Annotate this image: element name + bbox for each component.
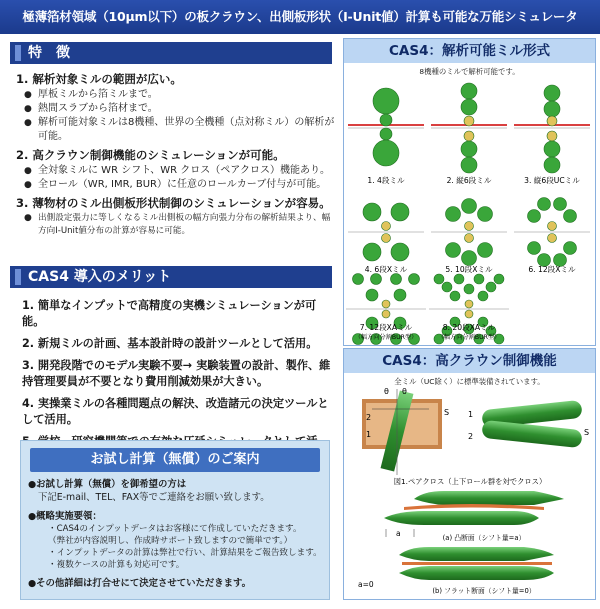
- mill-label: 7. 12段XAミル: [359, 323, 413, 332]
- shift-b-eq: a=0: [358, 580, 374, 589]
- shift-a-caption: (a) 凸断面（シフト量=a）: [442, 534, 526, 542]
- fig1-caption: 図1.ペアクロス（上下ロール群を対でクロス）: [393, 477, 547, 486]
- features-header: 特 徴: [10, 42, 332, 64]
- roll-circle: [391, 203, 409, 221]
- mill-sublabel: （幅方向分割BUR型）: [437, 334, 501, 341]
- roll-circle: [528, 210, 541, 223]
- roll-circle: [465, 300, 473, 308]
- feature-item-title: 1. 解析対象ミルの範囲が広い。: [16, 72, 182, 86]
- label-1-right: 1: [468, 410, 474, 419]
- roll-circle: [434, 274, 444, 284]
- roll-circle: [548, 234, 557, 243]
- trial-line: ・インプットデータの計算は弊社で行い、計算結果をご報告致します。: [48, 548, 322, 558]
- roll-circle: [547, 116, 557, 126]
- roll-circle: [544, 157, 560, 173]
- roll-circle: [461, 83, 477, 99]
- label-2-right: 2: [468, 432, 474, 441]
- label-2-left: 2: [366, 413, 372, 422]
- mill-label: 6. 12段Xミル: [528, 265, 576, 274]
- roll-circle: [461, 99, 477, 115]
- roll-circle: [380, 114, 392, 126]
- theta-label-1: θ: [384, 387, 389, 396]
- trial-line: ・複数ケースの計算も対応可です。: [48, 560, 185, 570]
- roll-circle: [461, 141, 477, 157]
- roll-circle: [544, 85, 560, 101]
- trial-body: [28, 478, 328, 590]
- roll-circle: [465, 222, 474, 231]
- mill-sublabel: （幅方向分割BUR型）: [354, 334, 418, 341]
- roll-circle: [373, 140, 399, 166]
- merit-item: 2. 新規ミルの計画、基本設計時の設計ツールとして活用。: [22, 337, 318, 350]
- roll-circle: [544, 141, 560, 157]
- roll-circle: [486, 282, 496, 292]
- feature-item-title: 3. 薄物材のミル出側板形状制御のシミュレーションが容易。: [16, 196, 331, 210]
- label-s-left: S: [444, 408, 450, 417]
- roll-circle: [474, 274, 484, 284]
- roll-circle: [382, 234, 391, 243]
- feature-bullet: ● 解析可能対象ミルは8機種、世界の全機種（点対称ミル）の解析が可能。: [16, 116, 338, 144]
- banner-title: 極薄箔材領域（10μm以下）の板クラウン、出側板形状（I-Unit値）計算も可能な万能シミュレータ: [0, 0, 600, 34]
- mill-label: 3. 縦6段UCミル: [524, 176, 580, 185]
- merit-item: 1. 簡単なインプットで高精度の実機シミュレーションが可能。: [22, 299, 317, 328]
- mill-label: 4. 6段Xミル: [364, 265, 408, 274]
- trial-line: 下記E-mail、TEL、FAX等でご連絡をお願い致します。: [38, 492, 270, 503]
- roll-circle: [371, 274, 382, 285]
- roll-circle: [380, 128, 392, 140]
- roll-circle: [465, 234, 474, 243]
- feature-bullet: ● 熱間スラブから箔材まで。: [16, 102, 338, 116]
- roll-circle: [363, 243, 381, 261]
- roll-circle: [454, 274, 464, 284]
- roll-circle: [462, 199, 477, 214]
- roll-circle: [465, 310, 473, 318]
- roll-circle: [548, 222, 557, 231]
- shift-b-figure: [358, 547, 554, 595]
- trial-line: （弊社が内容説明し、作成時サポート致しますので簡単です。）: [48, 536, 293, 546]
- roll-circle: [366, 289, 378, 301]
- roll-circle: [363, 203, 381, 221]
- roll-circle: [554, 198, 567, 211]
- trial-line: ・CAS4のインプットデータはお客様にて作成していただきます。: [48, 524, 302, 534]
- roll-circle: [478, 243, 493, 258]
- label-s-right: S: [584, 428, 590, 437]
- roll-circle: [494, 274, 504, 284]
- crossed-rolls-figure: [468, 400, 589, 448]
- mill-label: 5. 10段Xミル: [445, 265, 493, 274]
- roll-circle: [478, 207, 493, 222]
- roll-circle: [391, 274, 402, 285]
- mill-types-diagram: [344, 77, 595, 347]
- roll-circle: [564, 242, 577, 255]
- trial-title: お試し計算（無償）のご案内: [30, 448, 320, 472]
- roll-circle: [446, 207, 461, 222]
- crown-control-note: 全ミル（UC除く）に標準装備されています。: [394, 377, 545, 386]
- mill-label: 2. 縦6段ミル: [446, 176, 492, 185]
- feature-bullet: ● 全対象ミルに WR シフト、WR クロス（ペアクロス）機能あり。: [16, 164, 338, 178]
- merits-header: CAS4 導入のメリット: [10, 266, 332, 288]
- roll-circle: [382, 300, 390, 308]
- roll-circle: [446, 243, 461, 258]
- roll-circle: [464, 131, 474, 141]
- roll-circle: [538, 198, 551, 211]
- roll-circle: [547, 131, 557, 141]
- theta-label-2: θ: [402, 387, 407, 396]
- shift-b-caption: (b) フラット断面（シフト量=0）: [432, 587, 536, 595]
- crown-control-diagram: [344, 387, 595, 605]
- roll-circle: [464, 284, 474, 294]
- features-section: [16, 68, 338, 237]
- mill-label: 8. 20段XAミル: [442, 323, 496, 332]
- crown-control-panel: [343, 348, 596, 600]
- mill-label: 1. 4段ミル: [367, 176, 405, 185]
- pair-cross-figure: [362, 387, 449, 475]
- trial-line: ●概略実施要領：: [28, 511, 102, 522]
- roll-circle: [478, 291, 488, 301]
- roll-circle: [450, 291, 460, 301]
- roll-circle: [462, 251, 477, 266]
- roll-circle: [373, 88, 399, 114]
- roll-circle: [409, 274, 420, 285]
- roll-circle: [394, 289, 406, 301]
- feature-bullet: ● 全ロール（WR, IMR, BUR）に任意のロールカーブ付与が可能。: [16, 178, 338, 192]
- crown-control-title: CAS4：高クラウン制御機能: [344, 349, 595, 373]
- roll-circle: [461, 157, 477, 173]
- trial-line: ●その他詳細は打合せにて決定させていただきます。: [28, 578, 252, 589]
- shift-a-figure: [384, 491, 564, 542]
- merit-item: 4. 実操業ミルの各種問題点の解決、改造諸元の決定ツールとして活用。: [22, 397, 329, 426]
- roll-circle: [464, 116, 474, 126]
- roll-circle: [442, 282, 452, 292]
- merit-item: 3. 開発段階でのモデル実験不要→ 実験装置の設計、製作、維持管理要員が不要となり費用削減効果が大きい。: [22, 359, 331, 388]
- roll-circle: [528, 242, 541, 255]
- mill-types-panel: [343, 38, 596, 346]
- roll-circle: [353, 274, 364, 285]
- roll-circle: [544, 101, 560, 117]
- shift-a-label: a: [396, 529, 401, 538]
- feature-bullet: ● 出側設定張力に等しくなるミル出側板の幅方向張力分布の解析結果より、幅方向I-Unit値分布の計算が容易に可能。: [16, 212, 338, 237]
- mill-types-title: CAS4：解析可能ミル形式: [344, 39, 595, 63]
- feature-item-title: 2. 高クラウン制御機能のシミュレーションが可能。: [16, 148, 285, 162]
- roll-circle: [564, 210, 577, 223]
- mill-types-note: 8機種のミルで解析可能です。: [419, 67, 520, 76]
- roll-circle: [391, 243, 409, 261]
- label-1-left: 1: [366, 430, 372, 439]
- feature-bullet: ● 厚板ミルから箔ミルまで。: [16, 88, 338, 102]
- roll-circle: [382, 310, 390, 318]
- trial-line: ●お試し計算（無償）を御希望の方は: [28, 479, 187, 490]
- roll-circle: [382, 222, 391, 231]
